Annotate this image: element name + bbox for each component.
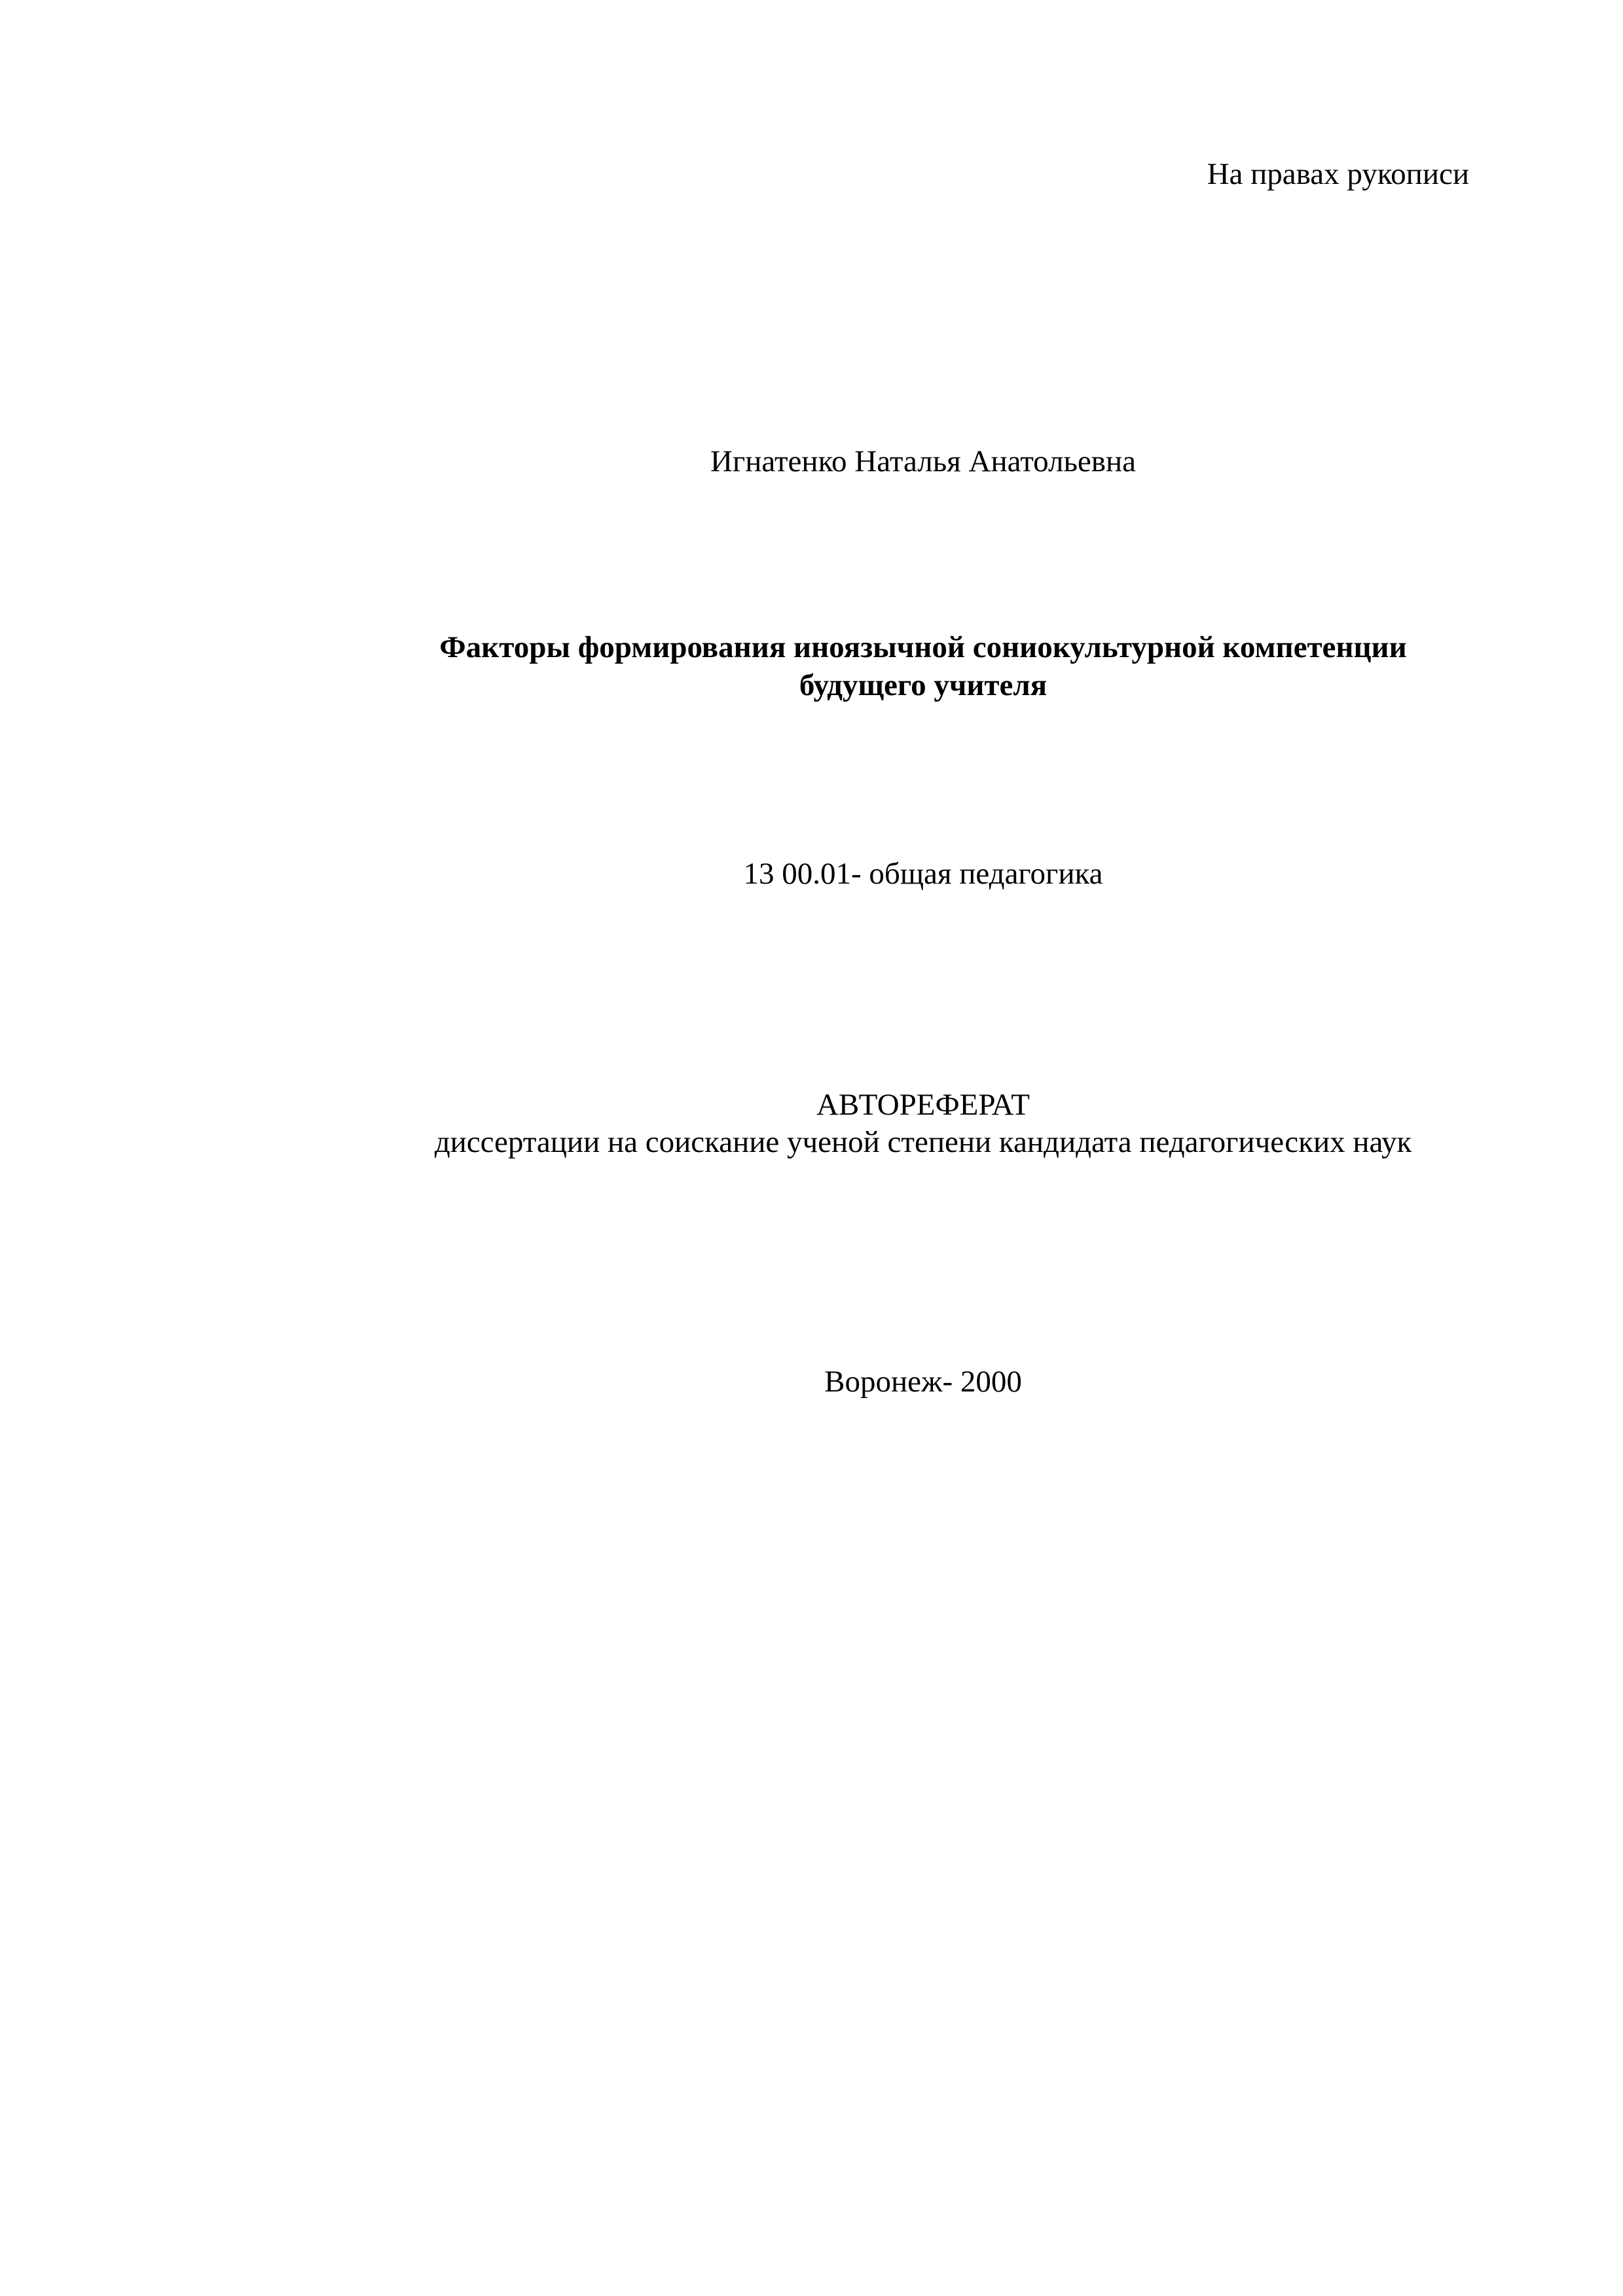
rights-note: На правах рукописи [1207,157,1469,191]
place-and-year: Воронеж- 2000 [824,1365,1022,1399]
document-subtitle: диссертации на соискание ученой степени кандидата педагогических наук [434,1125,1412,1159]
author-name: Игнатенко Наталья Анатольевна [710,444,1136,478]
title-line-1: Факторы формирования иноязычной сониокультурной компетенции [439,630,1407,664]
title-line-2: будущего учителя [799,668,1048,702]
document-type: АВТОРЕФЕРАТ [816,1088,1030,1122]
specialty-code: 13 00.01- общая педагогика [743,857,1103,891]
